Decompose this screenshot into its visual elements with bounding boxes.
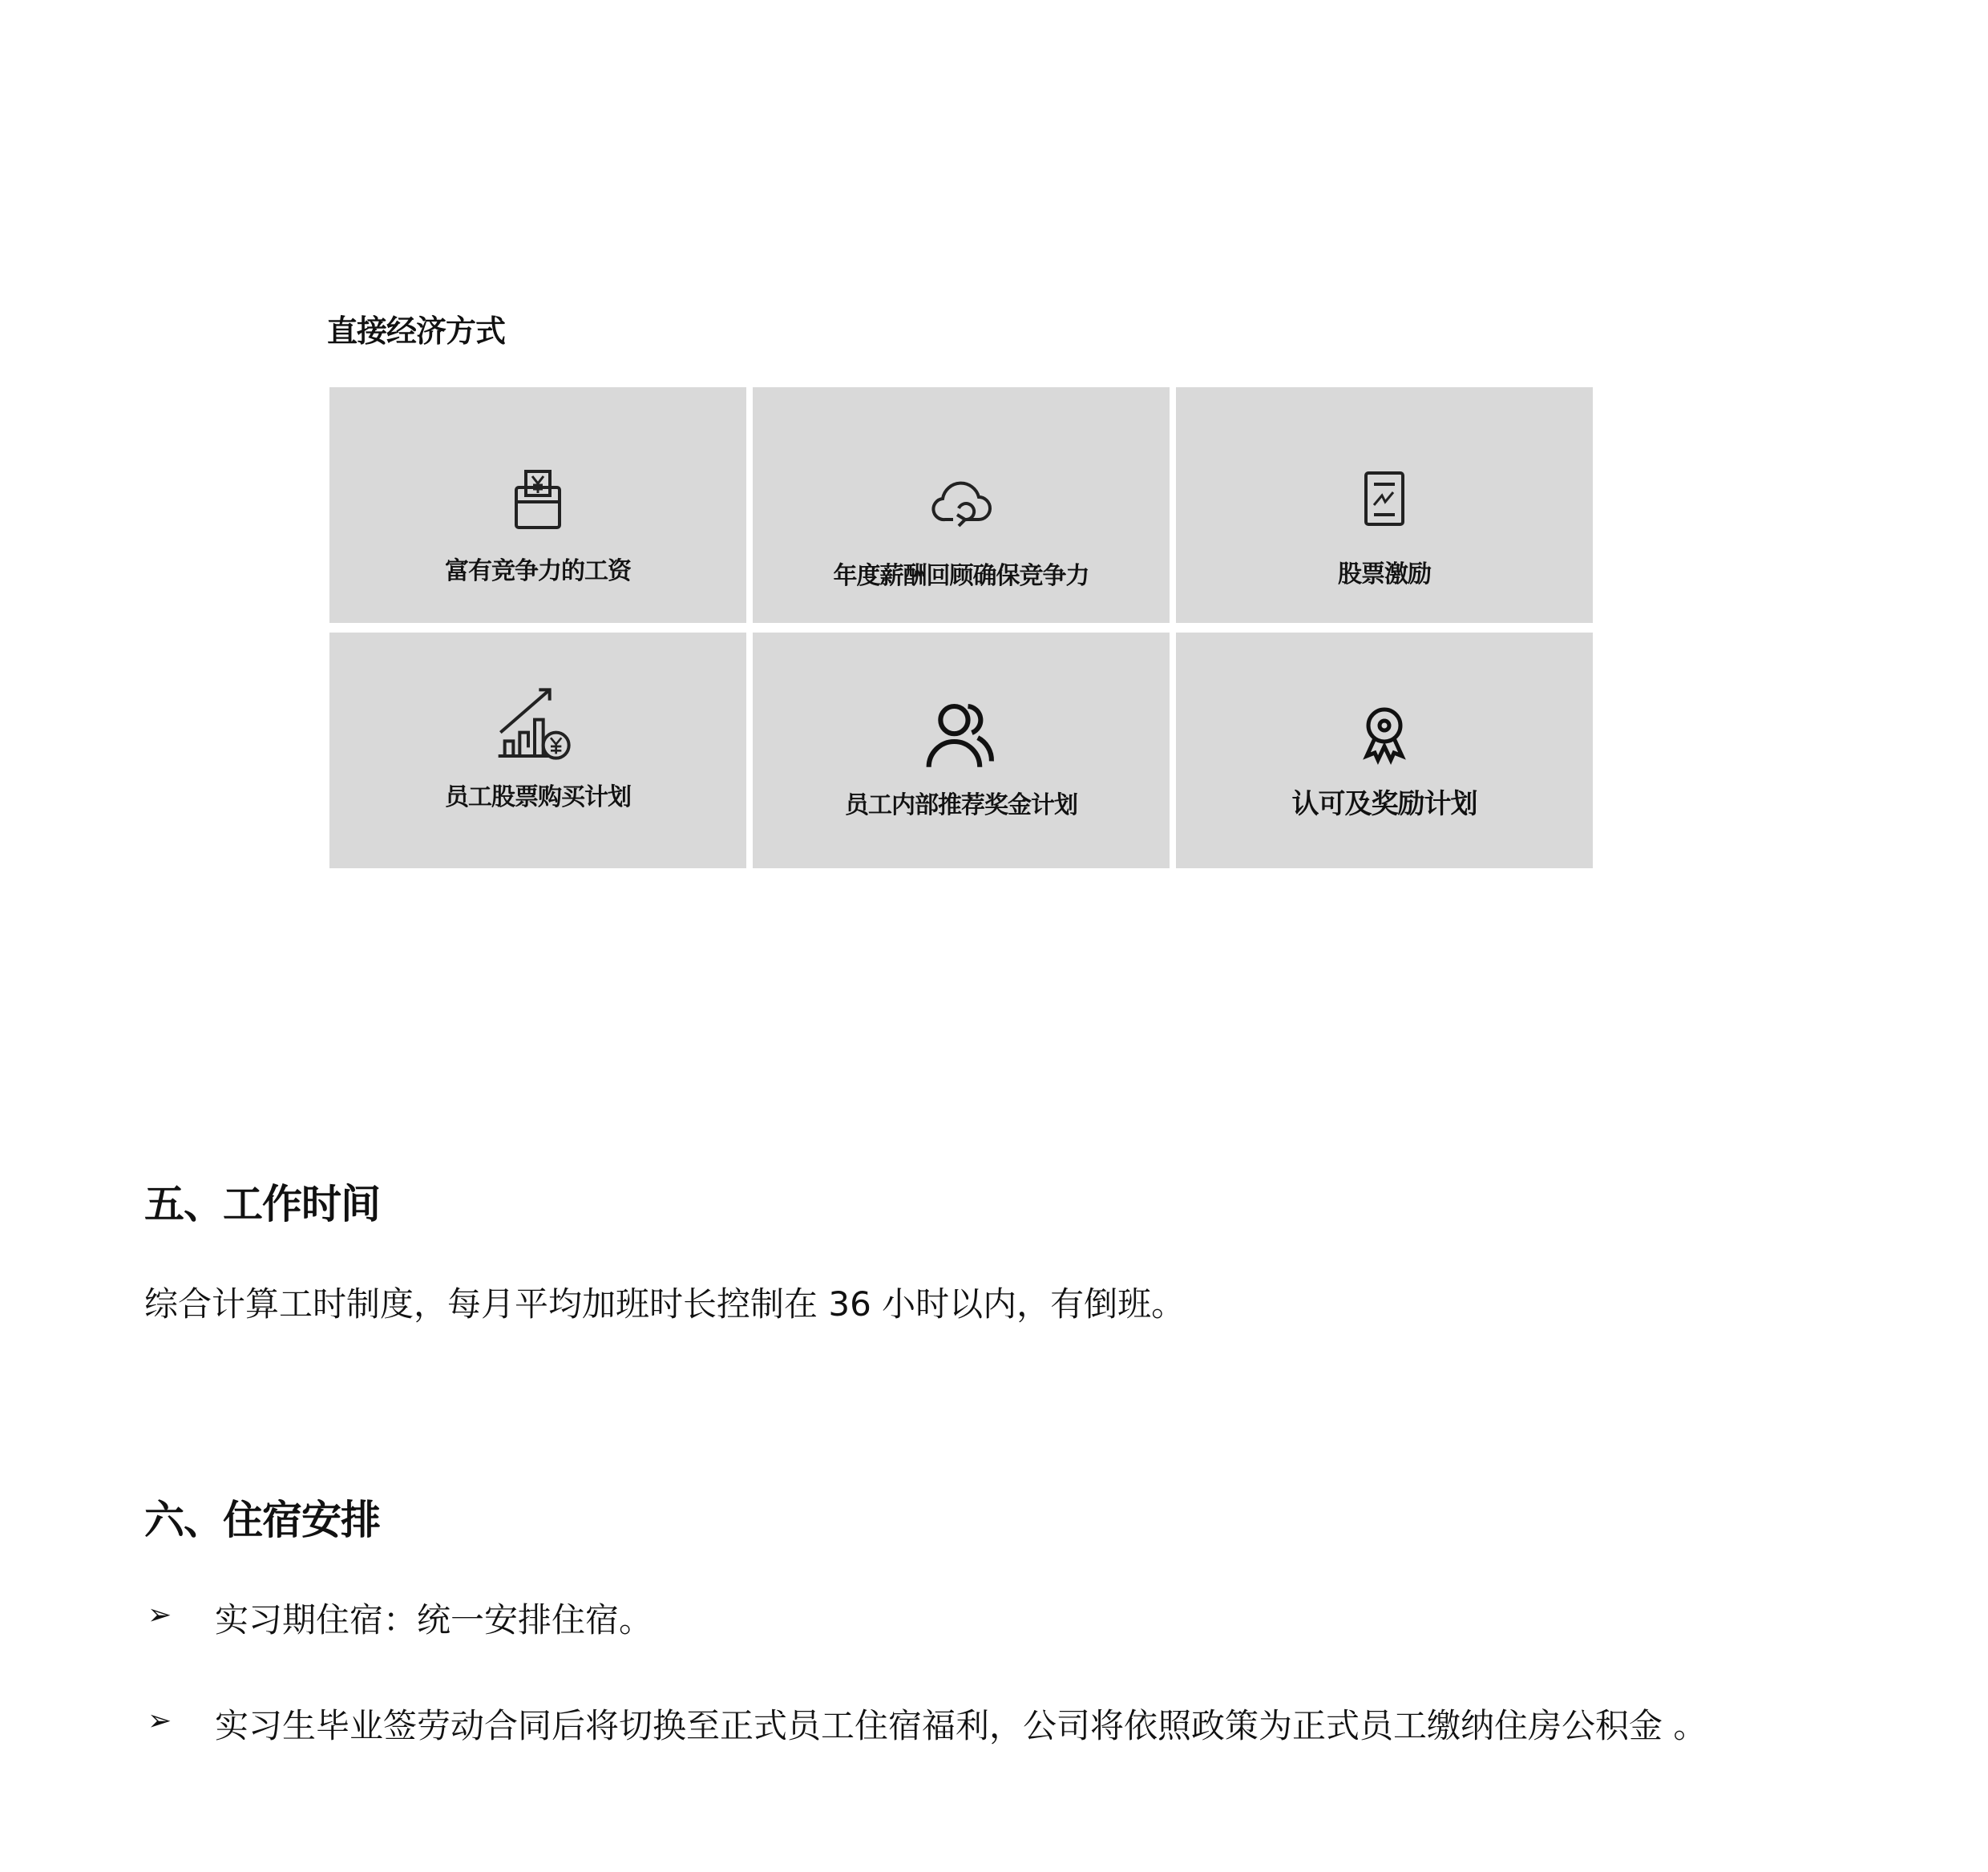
stock-chart-icon [1348, 463, 1420, 536]
bullet-item: 实习期住宿：统一安排住宿。 [215, 1600, 653, 1640]
growth-bars-yen-icon [490, 673, 586, 769]
benefit-label: 年度薪酬回顾确保竞争力 [833, 562, 1089, 590]
benefit-label: 员工股票购买计划 [445, 783, 631, 811]
benefit-label: 员工内部推荐奖金计划 [845, 791, 1077, 819]
benefits-subtitle: 直接经济方式 [327, 313, 506, 349]
bullet-arrow-icon: ➢ [147, 1599, 172, 1631]
bullet-arrow-icon: ➢ [147, 1704, 172, 1737]
award-ribbon-icon [1348, 697, 1420, 769]
benefit-card-referral [753, 633, 1170, 868]
benefit-card-espp [329, 633, 746, 868]
section-heading-work-hours: 五、工作时间 [144, 1181, 380, 1227]
section-heading-accommodation: 六、住宿安排 [144, 1497, 380, 1543]
benefit-label: 认可及奖励计划 [1291, 788, 1477, 820]
cloud-refresh-icon [925, 463, 997, 536]
users-icon [917, 689, 1005, 777]
work-hours-text: 综合计算工时制度，每月平均加班时长控制在 36 小时以内，有倒班。 [144, 1284, 1186, 1324]
benefit-card-recognition [1176, 633, 1593, 868]
benefit-card-stock [1176, 387, 1593, 623]
benefit-card-salary [329, 387, 746, 623]
benefit-card-salary-review [753, 387, 1170, 623]
benefit-label: 富有竞争力的工资 [445, 557, 631, 585]
benefits-grid [329, 387, 1594, 868]
benefit-label: 股票激励 [1338, 560, 1431, 588]
wallet-yen-icon [502, 463, 574, 536]
bullet-item: 实习生毕业签劳动合同后将切换至正式员工住宿福利，公司将依照政策为正式员工缴纳住房公积金 。 [215, 1706, 1707, 1745]
